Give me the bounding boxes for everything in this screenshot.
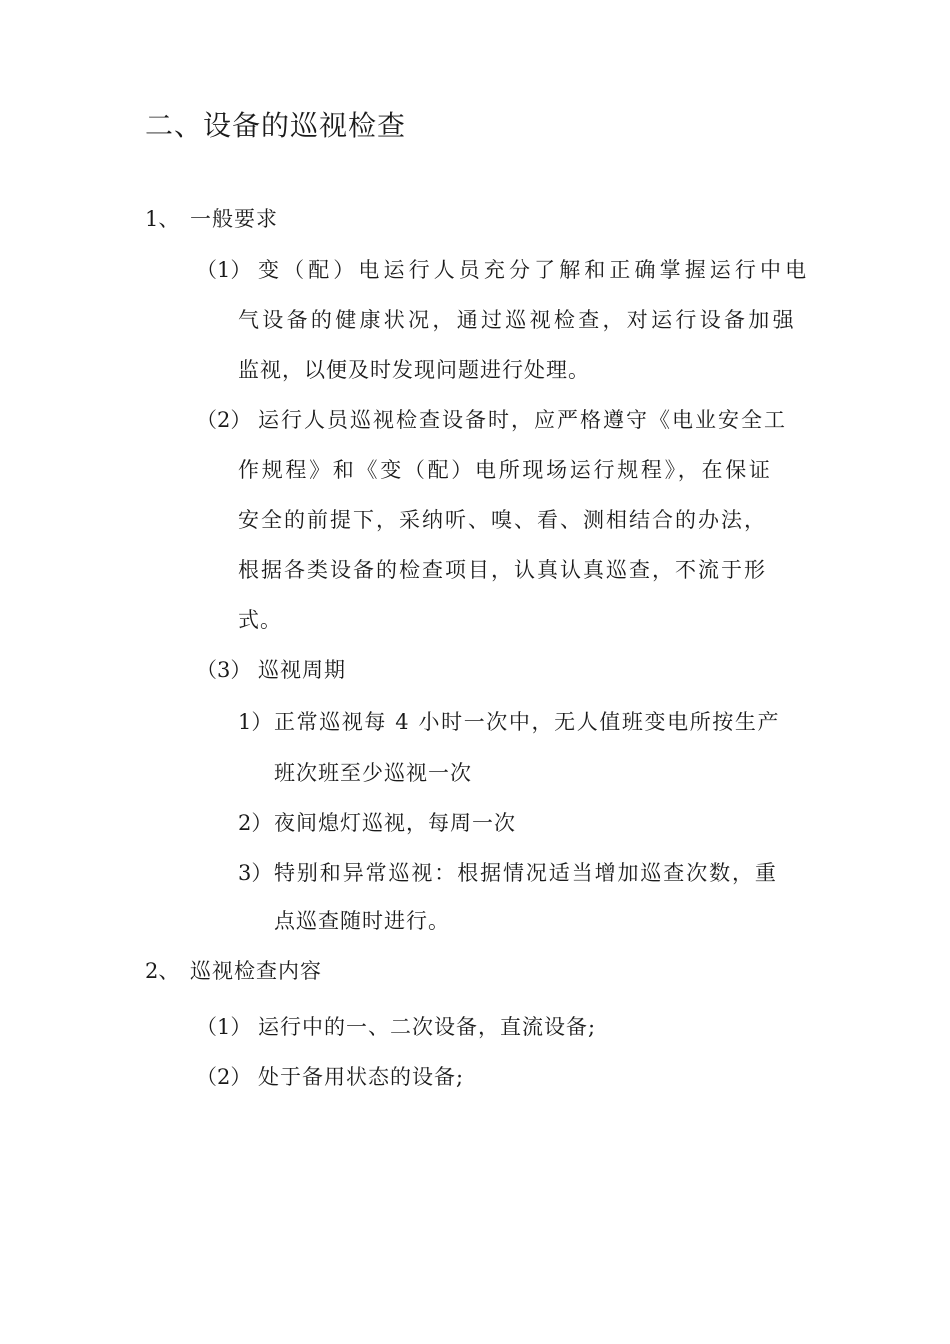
cycle-item-1-line-1: 正常巡视每 4 小时一次中，无人值班变电所按生产 [274,710,781,734]
s1-p1-number: （1） [196,258,252,282]
s2-p1-text: 运行中的一、二次设备，直流设备; [258,1015,597,1039]
s1-p3-number: （3） [196,658,252,682]
page-title: 二、设备的巡视检查 [145,109,407,142]
cycle-item-3-line-2: 点巡查随时进行。 [274,909,450,933]
s1-p2-number: （2） [196,408,252,432]
s1-p2-line-2: 作规程》和《变（配）电所现场运行规程》，在保证 [238,458,773,482]
cycle-item-1-number: 1） [238,710,273,734]
cycle-item-2-number: 2） [238,811,273,835]
s1-p1-line-2: 气设备的健康状况，通过巡视检查，对运行设备加强 [238,308,797,332]
cycle-item-1-line-2: 班次班至少巡视一次 [274,761,472,785]
cycle-item-3-line-1: 特别和异常巡视：根据情况适当增加巡查次数，重 [274,861,778,885]
cycle-item-2-line-1: 夜间熄灯巡视，每周一次 [274,811,516,835]
section-2-heading: 巡视检查内容 [190,959,322,983]
s1-p2-line-4: 根据各类设备的检查项目，认真认真巡查，不流于形 [238,558,767,582]
s2-p2-number: （2） [196,1065,252,1089]
section-1-heading: 一般要求 [190,207,278,231]
section-1-number: 1、 [145,207,180,231]
s1-p2-line-3: 安全的前提下，采纳听、嗅、看、测相结合的办法， [238,508,767,532]
cycle-item-3-number: 3） [238,861,273,885]
section-2-number: 2、 [145,959,180,983]
s2-p1-number: （1） [196,1015,252,1039]
s1-p1-line-3: 监视，以便及时发现问题进行处理。 [238,358,590,382]
s2-p2-text: 处于备用状态的设备; [258,1065,465,1089]
s1-p3-heading: 巡视周期 [258,658,346,682]
s1-p1-line-1: 变（配）电运行人员充分了解和正确掌握运行中电 [258,258,811,282]
s1-p2-line-1: 运行人员巡视检查设备时，应严格遵守《电业安全工 [258,408,787,432]
s1-p2-line-5: 式。 [238,608,282,632]
